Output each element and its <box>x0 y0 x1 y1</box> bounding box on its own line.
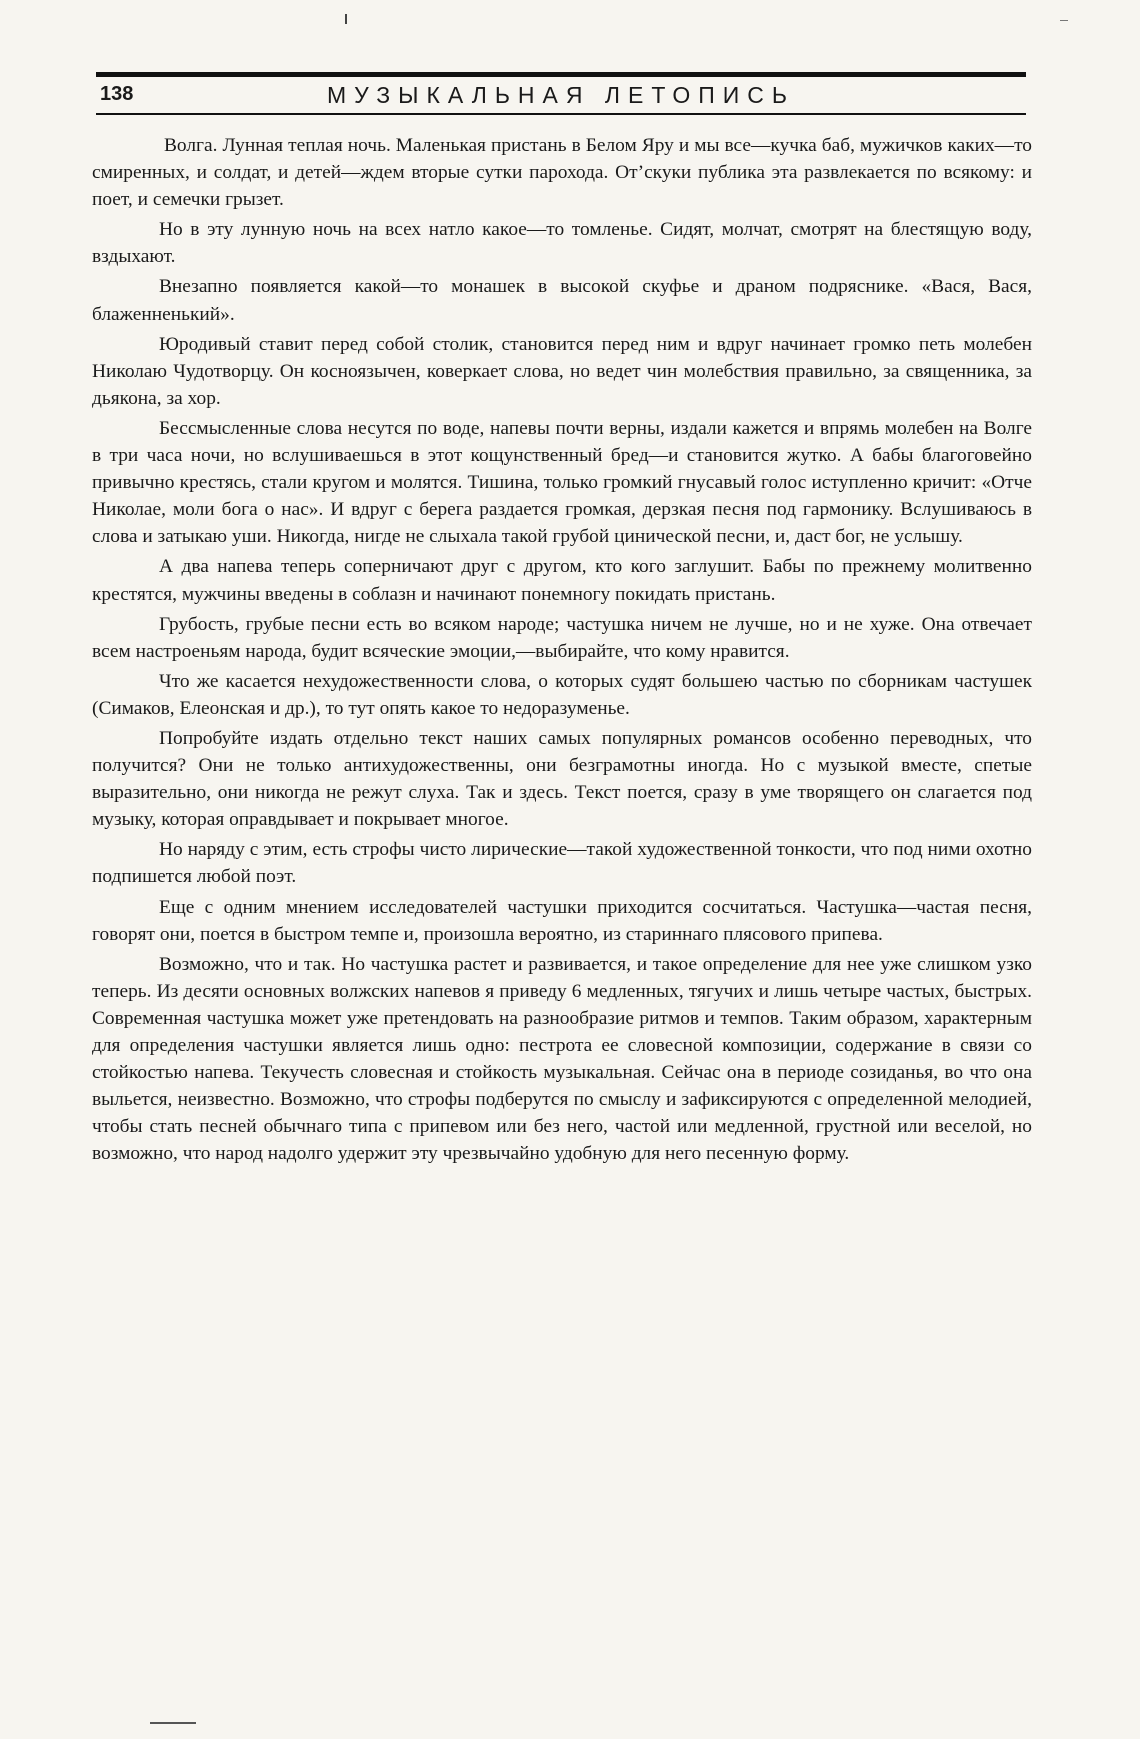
scan-mark <box>345 14 347 24</box>
paragraph: Волга. Лунная теплая ночь. Маленькая пристань в Белом Яру и мы все—кучка баб, мужичков каких—то смиренных, и солдат, и детей—ждем вторые сутки парохода. От’скуки публика эта развлекается по всякому: и поет, и семечки грызет. <box>92 135 1032 211</box>
body-text <box>92 132 1032 1170</box>
page-header <box>96 72 1026 115</box>
paragraph: Что же касается нехудожественности слова, о которых судят большею частью по сборникам частушек (Симаков, Елеонская и др.), то тут опять какое то недоразуменье. <box>92 670 1032 719</box>
paragraph: Внезапно появляется какой—то монашек в высокой скуфье и драном подряснике. «Вася, Вася, блаженненький». <box>92 276 1032 325</box>
scan-mark <box>150 1722 196 1724</box>
paragraph: Но в эту лунную ночь на всех натло какое—то томленье. Сидят, молчат, смотрят на блестящую воду, вздыхают. <box>92 219 1032 268</box>
paragraph: Возможно, что и так. Но частушка растет и развивается, и такое определение для нее уже слишком узко теперь. Из десяти основных волжских напевов я приведу 6 медленных, тягучих и лишь четыре частых, быстрых. Современная частушка может уже претендовать на разнообразие ритмов и темпов. Таким образом, характерным для определения частушки является лишь одно: пестрота ее словесной композиции, содержание в связи со стойкостью напева. Текучесть словесная и стойкость музыкальная. Сейчас она в периоде созиданья, во что она выльется, неизвестно. Возможно, что строфы подберутся по смыслу и зафиксируются с определенной мелодией, чтобы стать песней обычнаго типа с припевом или без него, частой или медленной, грустной или веселой, но возможно, что народ надолго удержит эту чрезвычайно удобную для него песенную форму. <box>92 953 1032 1165</box>
paragraph: А два напева теперь соперничают друг с другом, кто кого заглушит. Бабы по прежнему молитвенно крестятся, мужчины введены в соблазн и начинают понемногу покидать пристань. <box>92 556 1032 605</box>
paragraph: Грубость, грубые песни есть во всяком народе; частушка ничем не лучше, но и не хуже. Она отвечает всем настроеньям народа, будит всяческие эмоции,—выбирайте, что кому нравится. <box>92 613 1032 662</box>
paragraph: Еще с одним мнением исследователей частушки приходится сосчитаться. Частушка—частая песня, говорят они, поется в быстром темпе и, произошла вероятно, из стариннаго плясового припева. <box>92 896 1032 945</box>
paragraph: Но наряду с этим, есть строфы чисто лирические—такой художественной тонкости, что под ними охотно подпишется любой поэт. <box>92 839 1032 888</box>
paragraph: Бессмысленные слова несутся по воде, напевы почти верны, издали кажется и впрямь молебен на Волге в три часа ночи, но вслушиваешься в этот кощунственный бред—и становится жутко. А бабы благоговейно привычно крестясь, стали кругом и молятся. Тишина, только громкий гнусавый голос иступленно кричит: «Отче Николае, моли бога о нас». И вдруг с берега раздается громкая, дерзкая песня под гармонику. Вслушиваюсь в слова и затыкаю уши. Никогда, нигде не слыхала такой грубой цинической песни, и, даст бог, не услышу. <box>92 417 1032 548</box>
paragraph: Попробуйте издать отдельно текст наших самых популярных романсов особенно переводных, что получится? Они не только антихудожественны, они безграмотны иногда. Но с музыкой вместе, спетые выразительно, они никогда не режут слуха. Так и здесь. Текст поется, сразу в уме творящего он слагается под музыку, которая оправдывает и покрывает многое. <box>92 727 1032 831</box>
page-number: 138 <box>100 83 134 105</box>
scan-mark <box>1060 20 1068 21</box>
running-title: МУЗЫКАЛЬНАЯ ЛЕТОПИСЬ <box>326 82 795 108</box>
paragraph: Юродивый ставит перед собой столик, становится перед ним и вдруг начинает громко петь молебен Николаю Чудотворцу. Он косноязычен, коверкает слова, но ведет чин молебствия правильно, за священника, за дьякона, за хор. <box>92 333 1032 409</box>
